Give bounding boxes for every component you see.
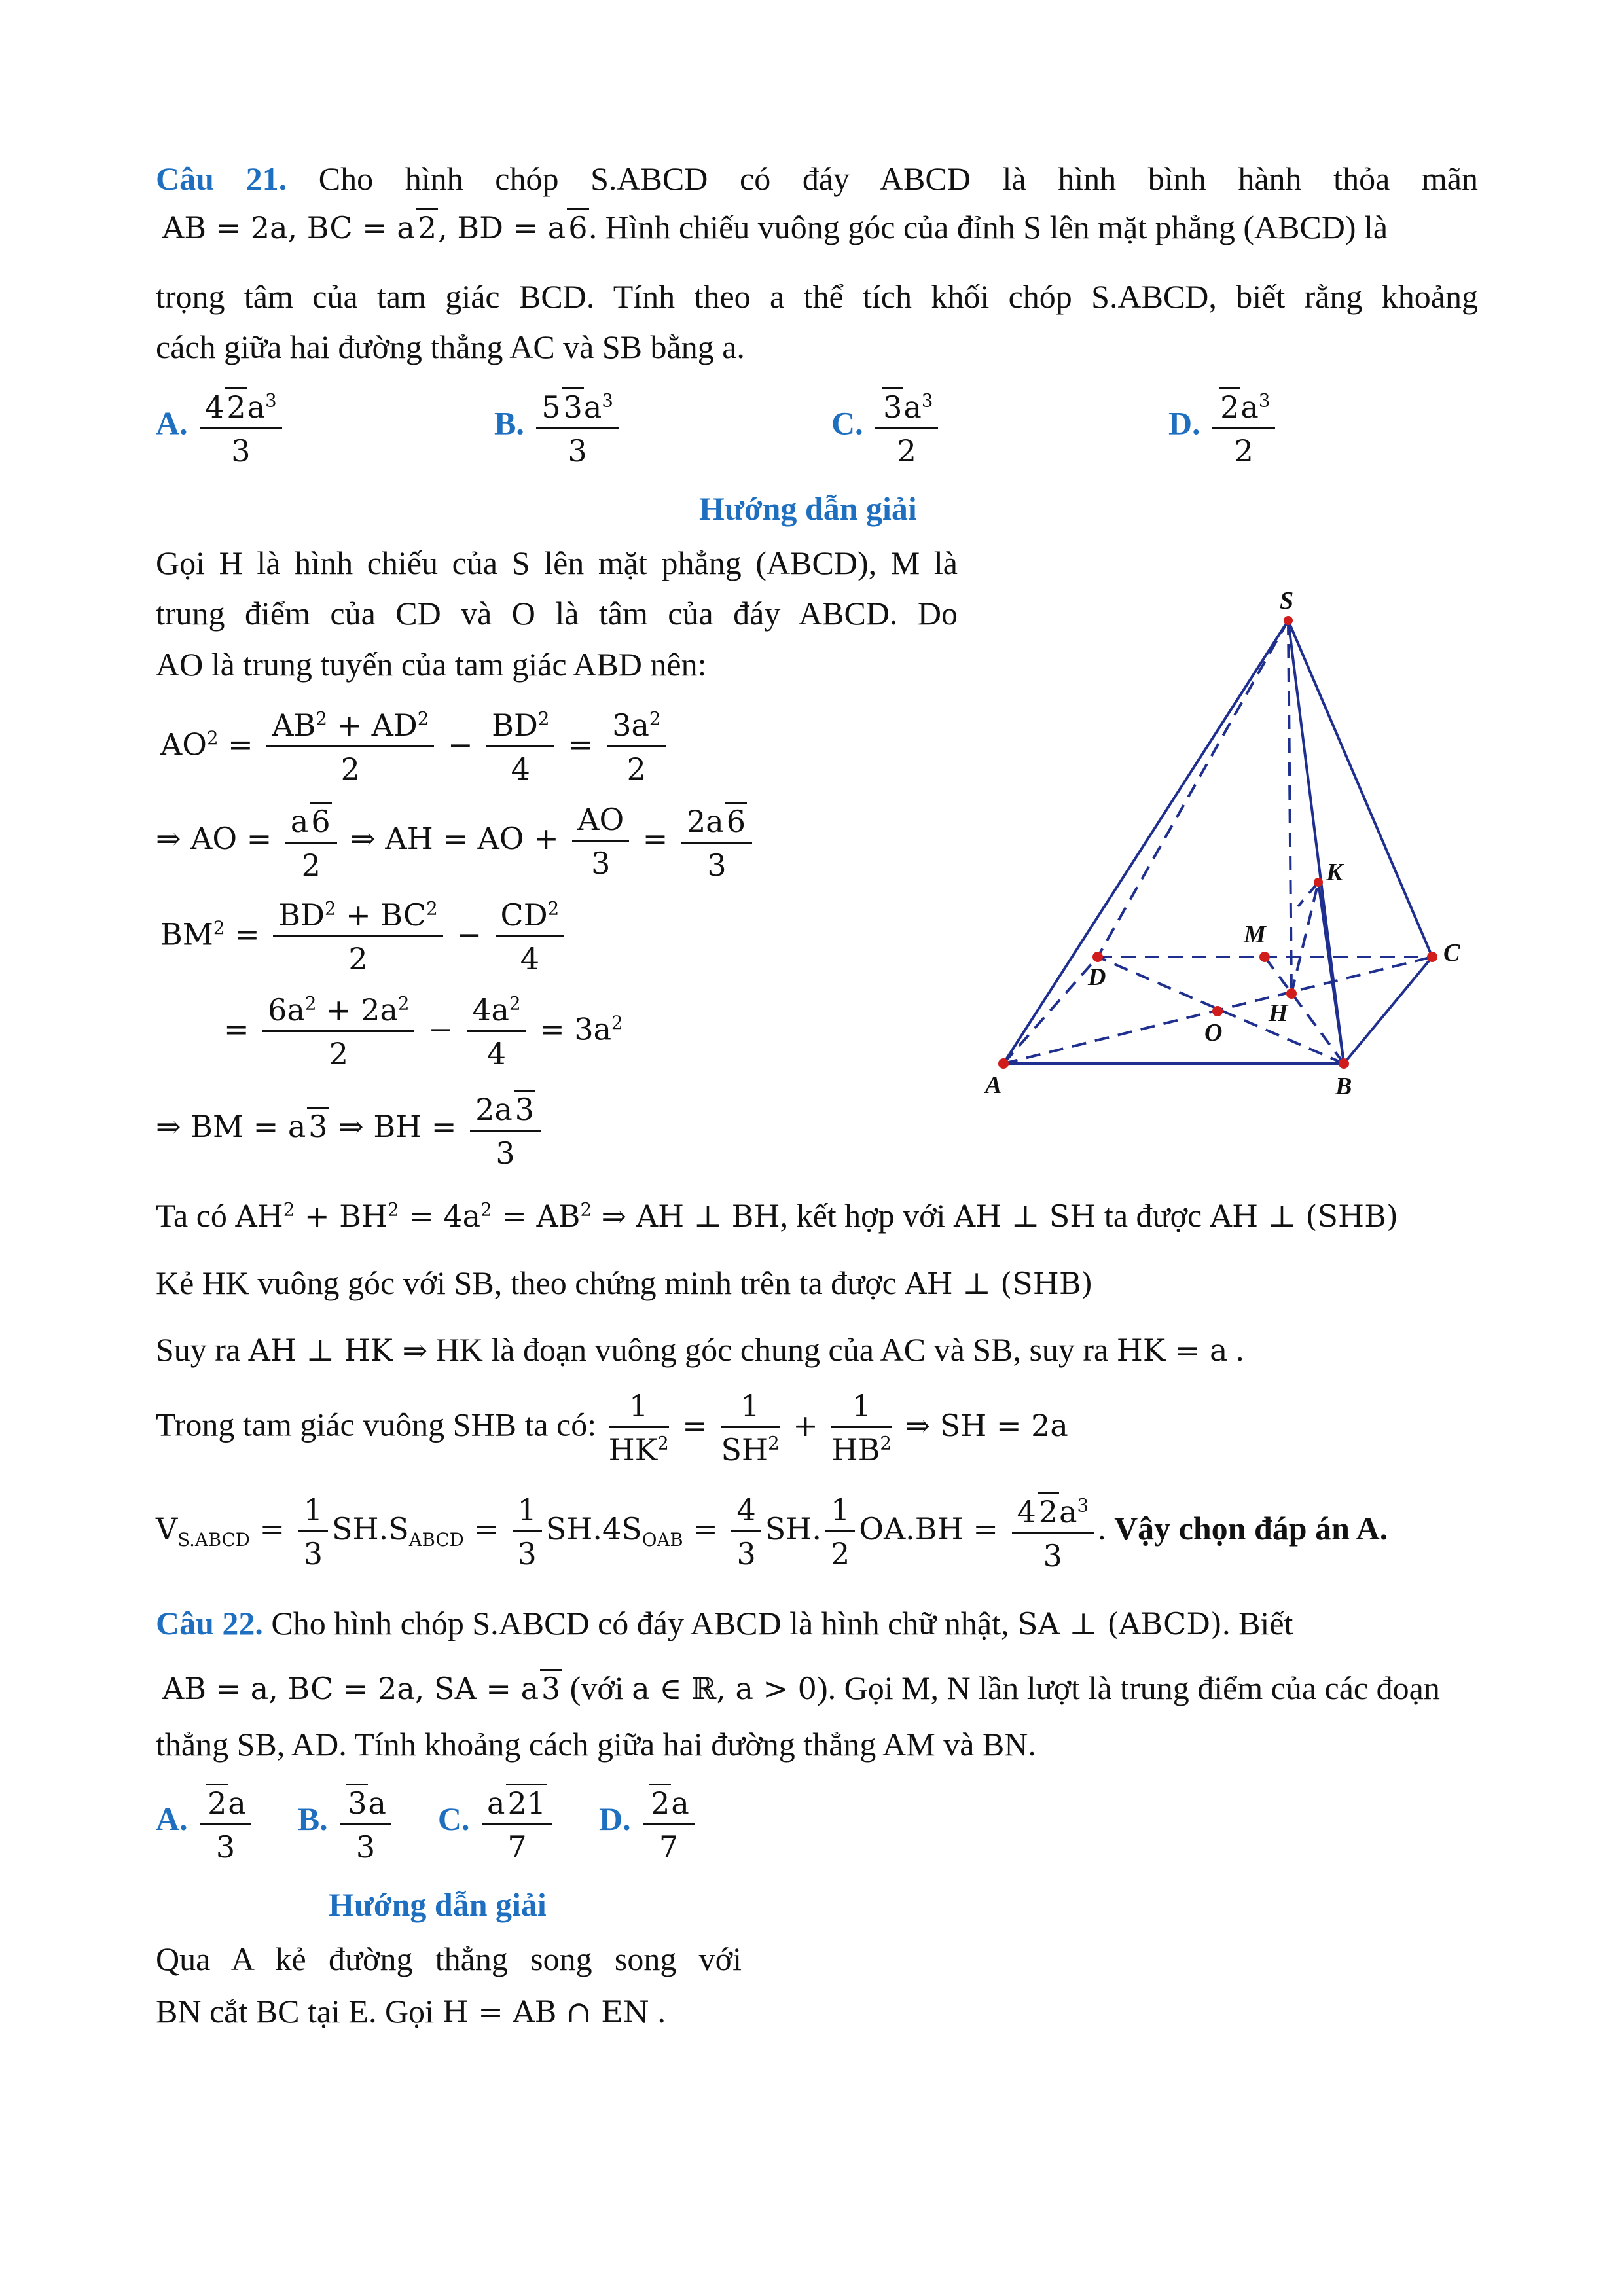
edge-hk — [1291, 882, 1318, 994]
q21-solution-heading: Hướng dẫn giải — [699, 490, 917, 527]
option-fraction: $\frac{3a^3}{2}$ — [875, 387, 938, 466]
q21-label: Câu 21. — [156, 160, 287, 197]
edge-bc — [1344, 957, 1432, 1064]
eq-bm-value: = $\frac{6a^2 + 2a^2}{2}$ − $\frac{4a^2}{4}$ = $3a^2$ — [224, 992, 623, 1071]
q22-line-1: Câu 22. Cho hình chóp S.ABCD có đáy ABCD là hình chữ nhật, SA ⊥ (ABCD). Biết — [156, 1605, 1293, 1641]
option-fraction: $\frac{2a^3}{2}$ — [1212, 387, 1275, 466]
q22-sol-line-1: Qua A kẻ đường thẳng song song với — [156, 1941, 742, 1977]
option-label: B. — [494, 404, 524, 442]
q22-option-b: B. $\frac{3a}{3}$ — [298, 1801, 404, 1837]
option-fraction: $\frac{53a^3}{3}$ — [536, 387, 619, 466]
edge-ad — [1003, 957, 1098, 1064]
q22-options — [156, 1784, 698, 1865]
point-k — [1314, 878, 1323, 887]
q21-line2-text: . Hình chiếu vuông góc của đỉnh S lên mặt phẳng (ABCD) là — [588, 209, 1388, 245]
q22-option-d: D. $\frac{2a}{7}$ — [599, 1801, 698, 1837]
text: , kết hợp với — [780, 1197, 946, 1234]
label-d: D — [1088, 963, 1106, 991]
q21-sol-line-2: trung điểm của CD và O là tâm của đáy ABCD. Do — [156, 595, 958, 632]
point-a — [998, 1058, 1009, 1069]
q21-shb-line: Trong tam giác vuông SHB ta có: $\frac{1}{HK^2}$ = $\frac{1}{SH^2}$ + $\frac{1}{HB^2}$ ⇒ SH = 2a — [156, 1388, 1068, 1467]
q22-line-3: thẳng SB, AD. Tính khoảng cách giữa hai đường thẳng AM và BN. — [156, 1726, 1036, 1763]
text: Suy ra — [156, 1331, 241, 1368]
q21-line-3: trọng tâm của tam giác BCD. Tính theo a thể tích khối chóp S.ABCD, biết rằng khoảng — [156, 278, 1478, 315]
q21-option-d — [1168, 387, 1279, 469]
text: BN cắt BC tại E. Gọi — [156, 1993, 434, 2030]
option-label: A. — [156, 404, 188, 442]
label-o: O — [1204, 1019, 1223, 1047]
text: Kẻ HK vuông góc với SB, theo chứng minh trên ta được — [156, 1265, 897, 1301]
label-k: K — [1326, 859, 1343, 886]
label-m: M — [1244, 921, 1266, 948]
point-c — [1427, 952, 1437, 962]
q22-line-2: AB = a, BC = 2a, SA = a3 (với a ∈ ℝ, a > 0). Gọi M, N lần lượt là trung điểm của các đoạn — [162, 1670, 1440, 1706]
text: ). Gọi M, N lần lượt là trung điểm của các đoạn — [816, 1670, 1440, 1706]
q21-intro: Cho hình chóp S.ABCD có đáy ABCD là hình bình hành thỏa mãn — [318, 160, 1478, 197]
label-s: S — [1280, 587, 1294, 615]
q22-option-c: C. $\frac{a21}{7}$ — [438, 1801, 565, 1837]
q21-line-4: cách giữa hai đường thẳng AC và SB bằng a. — [156, 329, 745, 365]
q22-intro: Cho hình chóp S.ABCD có đáy ABCD là hình chữ nhật, — [271, 1605, 1009, 1641]
eq-ao-squared: $AO^2$ = $\frac{AB^2 + AD^2}{2}$ − $\frac{BD^2}{4}$ = $\frac{3a^2}{2}$ — [160, 710, 670, 784]
option-label: D. — [1168, 404, 1200, 442]
point-s — [1284, 616, 1293, 625]
q21-perp-line-2: Kẻ HK vuông góc với SB, theo chứng minh trên ta được AH ⊥ (SHB) — [156, 1265, 1093, 1301]
text: Trong tam giác vuông SHB ta có: — [156, 1406, 597, 1443]
q22-option-a: A. $\frac{2a}{3}$ — [156, 1801, 263, 1837]
point-h — [1286, 988, 1297, 999]
edge-sa — [1003, 620, 1288, 1064]
text: Ta có — [156, 1197, 227, 1234]
pyramid-figure — [969, 576, 1492, 1113]
eq-bm-squared: $BM^2$ = $\frac{BD^2 + BC^2}{2}$ − $\frac{CD^2}{4}$ — [160, 900, 568, 974]
text: ta được — [1104, 1197, 1202, 1234]
option-fraction: $\frac{42a^3}{3}$ — [200, 387, 282, 466]
edge-sd — [1098, 620, 1288, 957]
label-b: B — [1335, 1073, 1352, 1100]
label-a: A — [985, 1071, 1002, 1099]
point-b — [1339, 1058, 1349, 1069]
eq-ao-ah: ⇒ AO = $\frac{a6}{2}$ ⇒ AH = AO + $\frac{AO}{3}$ = $\frac{2a6}{3}$ — [156, 802, 756, 880]
text: (với — [569, 1670, 624, 1706]
point-o — [1212, 1006, 1223, 1016]
q22-solution-heading: Hướng dẫn giải — [329, 1886, 547, 1923]
q21-option-a — [156, 387, 286, 469]
edge-sh — [1288, 620, 1291, 994]
label-h: H — [1269, 999, 1288, 1027]
q21-volume-line: $V_{S.ABCD}$ = $\frac{1}{3}$ $SH.S_{ABCD}$ = $\frac{1}{3}$ $SH.4S_{OAB}$ = $\frac{4}{3}$ SH. $\frac{1}{2}$ OA.BH = $\frac{42a^3}{3}$ . Vậy chọn đáp án A. — [156, 1492, 1388, 1573]
q21-line-2 — [162, 208, 1388, 243]
point-d — [1092, 952, 1103, 962]
q22-sol-line-2: BN cắt BC tại E. Gọi H = AB ∩ EN . — [156, 1993, 666, 2030]
q21-sol-line-3: AO là trung tuyến của tam giác ABD nên: — [156, 646, 707, 683]
q21-line-1 — [156, 162, 1478, 195]
eq-bm-bh: ⇒ BM = a3 ⇒ BH = $\frac{2a3}{3}$ — [156, 1090, 545, 1168]
q21-perp-line-1: Ta có $AH^2 + BH^2 = 4a^2 = AB^2$ ⇒ AH ⊥ BH, kết hợp với AH ⊥ SH ta được AH ⊥ (SHB) — [156, 1197, 1398, 1234]
q22-biet: . Biết — [1222, 1605, 1293, 1641]
q21-given-lengths: AB = 2a, BC = a2, BD = a6 — [162, 210, 589, 245]
point-m — [1259, 952, 1270, 962]
text: HK là đoạn vuông góc chung của AC và SB, suy ra — [435, 1331, 1109, 1368]
option-label: C. — [831, 404, 863, 442]
q22-label: Câu 22. — [156, 1605, 263, 1641]
q21-option-b — [494, 387, 623, 469]
label-c: C — [1443, 939, 1460, 967]
q21-sol-line-1: Gọi H là hình chiếu của S lên mặt phẳng (ABCD), M là — [156, 545, 958, 581]
conclusion: Vậy chọn đáp án A. — [1114, 1510, 1388, 1547]
q21-perp-line-3: Suy ra AH ⊥ HK ⇒ HK là đoạn vuông góc chung của AC và SB, suy ra HK = a . — [156, 1331, 1244, 1368]
q21-option-c — [831, 387, 942, 469]
